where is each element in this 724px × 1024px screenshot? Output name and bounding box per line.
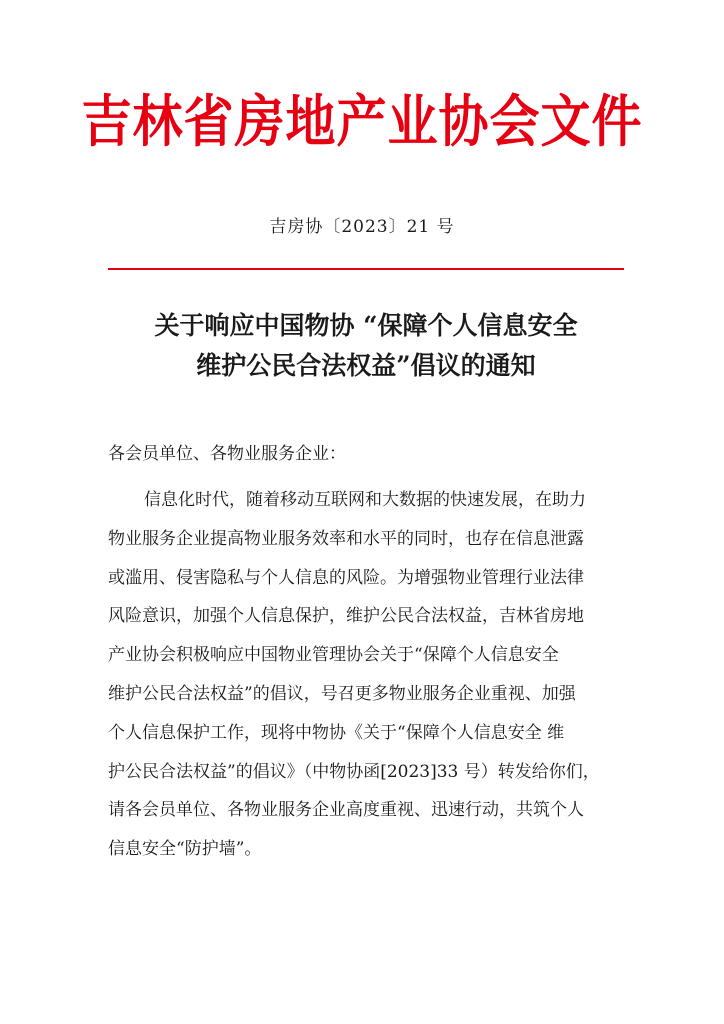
- body-line: 风险意识，加强个人信息保护，维护公民合法权益，吉林省房地: [108, 606, 584, 627]
- body-line: 或滥用、侵害隐私与个人信息的风险。为增强物业管理行业法律: [108, 567, 584, 588]
- notice-title-line-2: 维护公民合法权益”倡议的通知: [196, 351, 536, 380]
- body-paragraph: [108, 481, 628, 869]
- body-line: 物业服务企业提高物业服务效率和水平的同时，也存在信息泄露: [108, 528, 584, 549]
- red-separator-line: [108, 268, 624, 270]
- body-line: 信息化时代，随着移动互联网和大数据的快速发展，在助力: [144, 490, 586, 510]
- body-line: 维护公民合法权益”的倡议，号召更多物业服务企业重视、加强: [108, 683, 576, 704]
- body-line: 信息安全“防护墙”。: [108, 839, 262, 860]
- document-number: 吉房协〔2023〕21 号: [269, 217, 455, 237]
- notice-title-line-1: 关于响应中国物协 “保障个人信息安全: [154, 311, 578, 340]
- body-line: 护公民合法权益”的倡议》（中物协函[2023]33 号）转发给你们，: [108, 761, 600, 782]
- body-line: 请各会员单位、各物业服务企业高度重视、迅速行动，共筑个人: [108, 800, 584, 821]
- body-line: 产业协会积极响应中国物业管理协会关于“保障个人信息安全: [108, 645, 559, 666]
- salutation: 各会员单位、各物业服务企业：: [108, 444, 346, 464]
- body-line: 个人信息保护工作，现将中物协《关于“保障个人信息安全 维: [108, 722, 565, 743]
- notice-title: [80, 306, 652, 386]
- issuing-organization-title: 吉林省房地产业协会文件: [81, 88, 643, 155]
